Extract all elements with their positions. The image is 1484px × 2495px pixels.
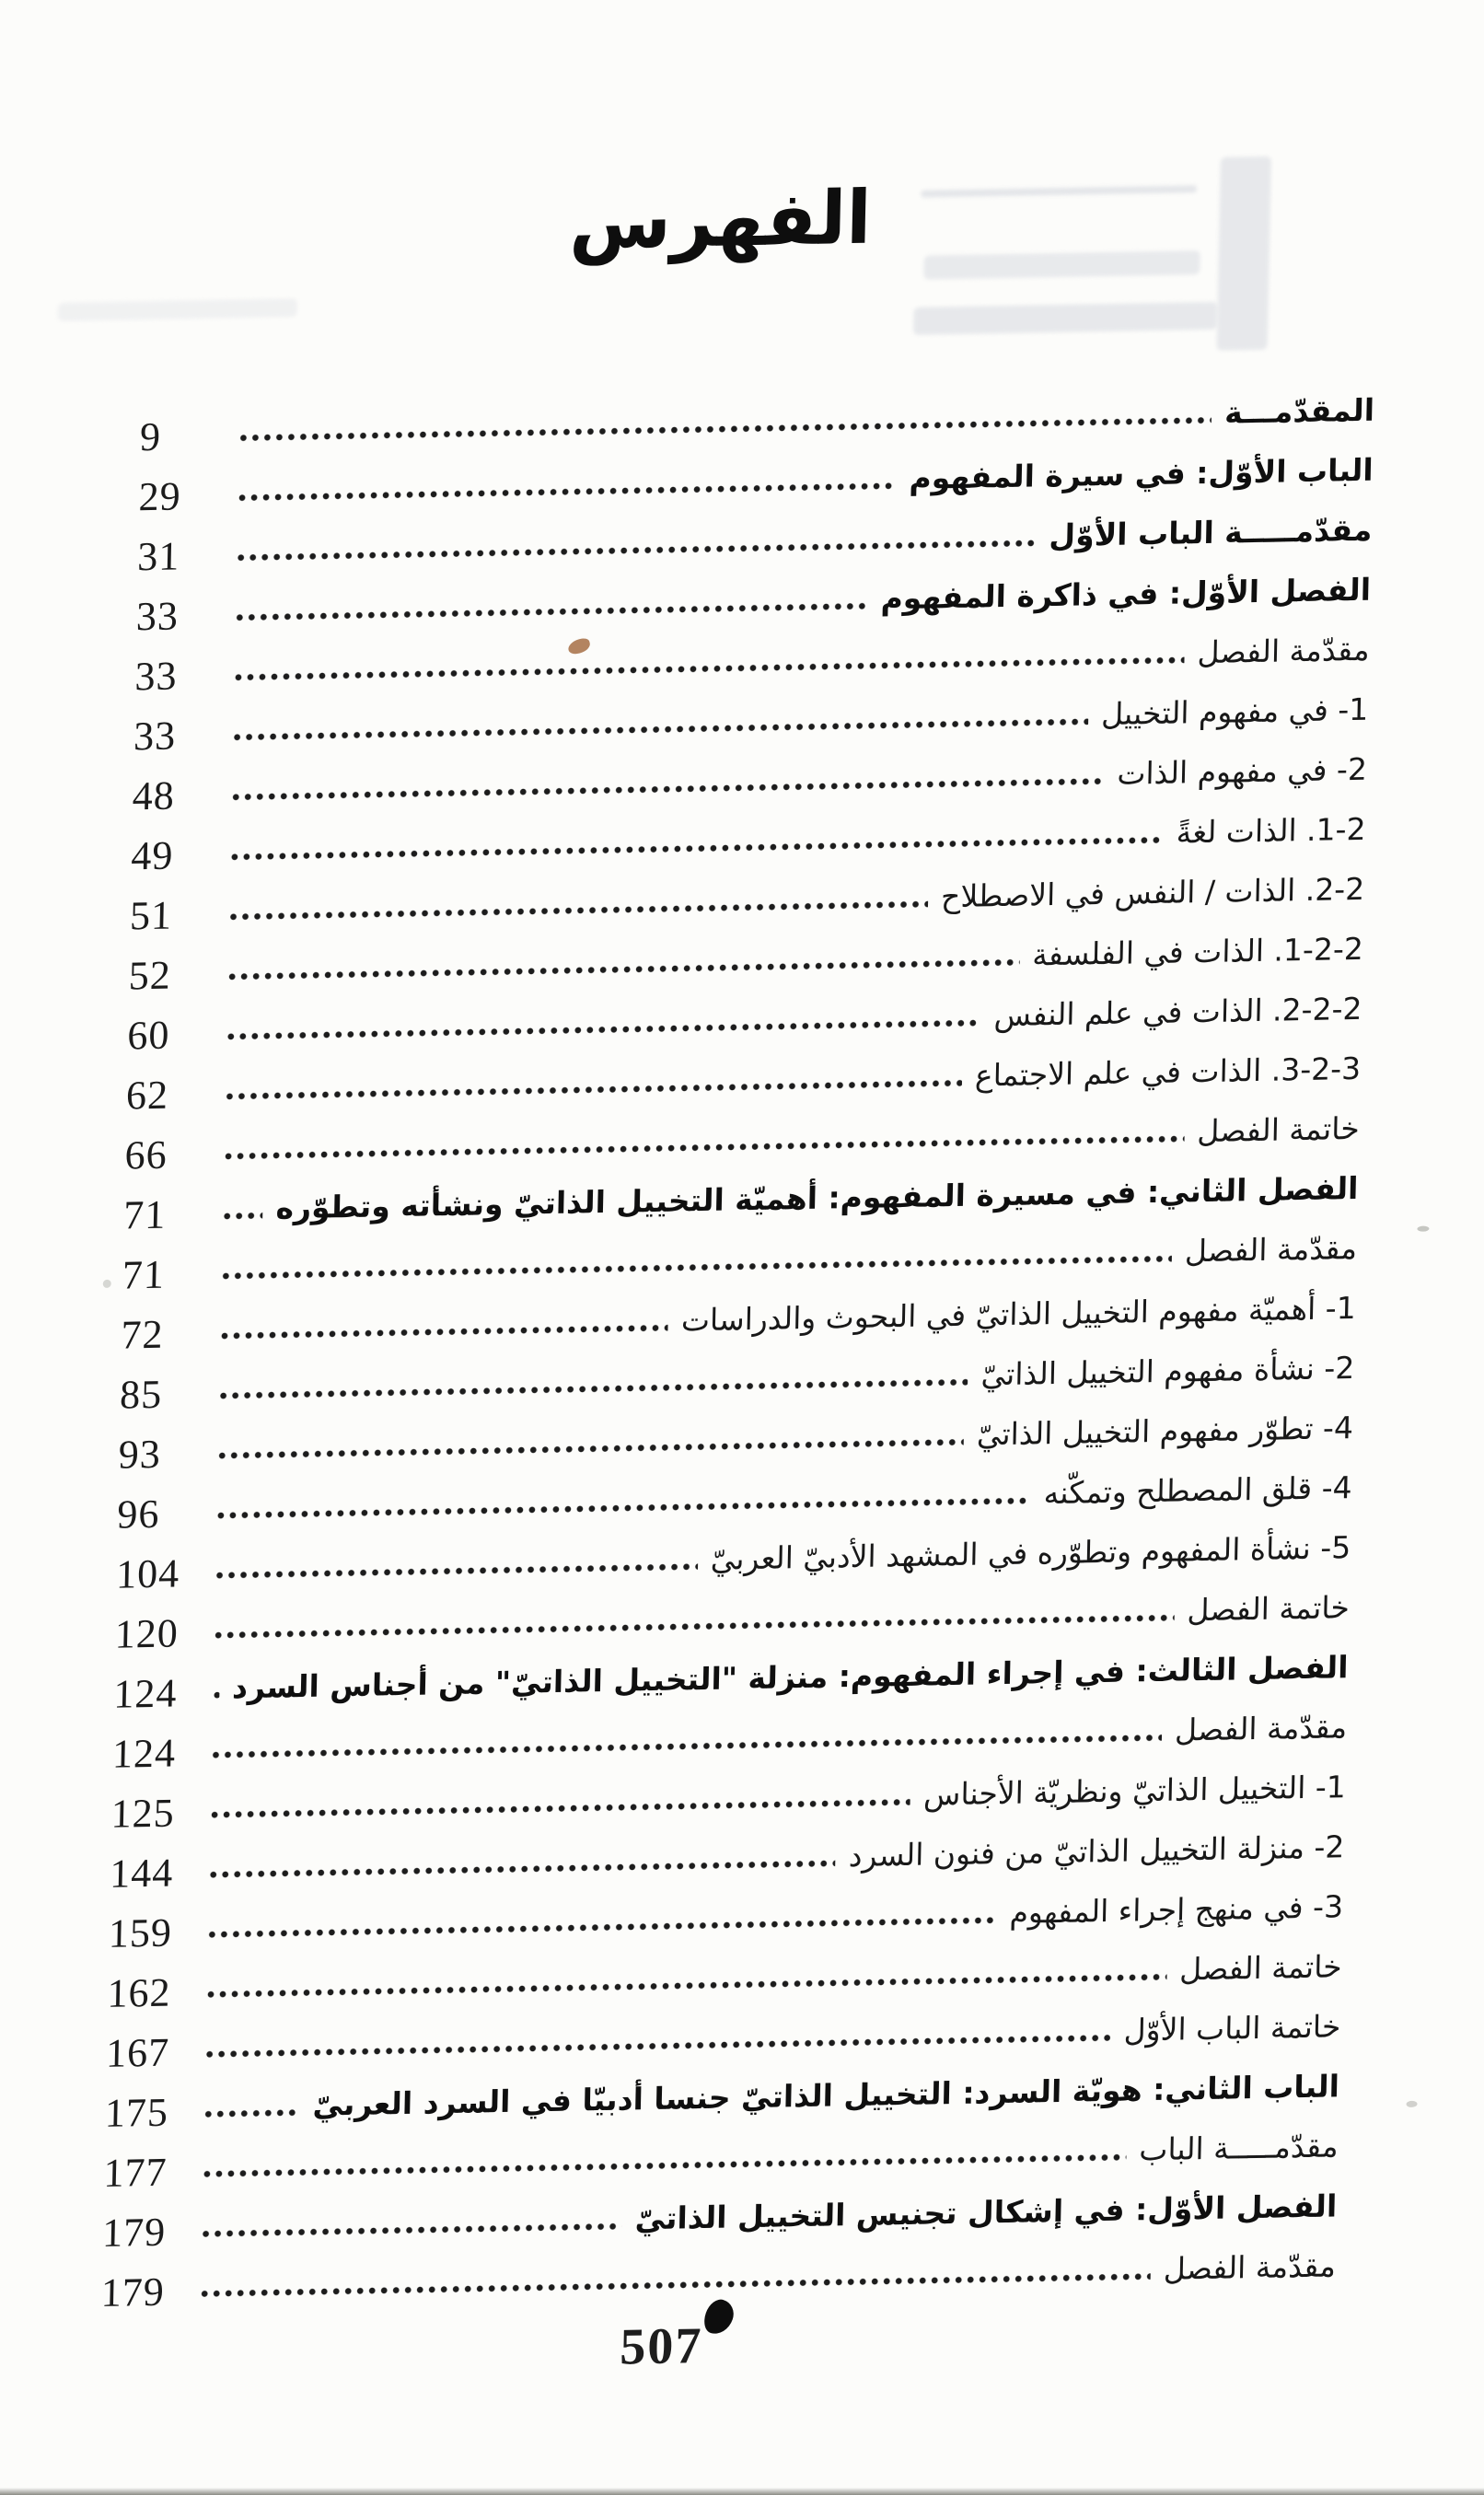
toc-entry-title: خاتمة الفصل [1178,1948,1343,1988]
toc-entry-title: 3-2-3. الذات في علم الاجتماع [974,1050,1362,1094]
toc-entry-title: الفصل الثالث: في إجراء المفهوم: منزلة "التخييل الذاتيّ" من أجناس السرد [231,1649,1349,1706]
toc-entry-page-number: 48 [132,772,176,819]
dotted-leader [221,1212,262,1221]
toc-entry-title: مقدّمة الفصل [1174,1709,1348,1748]
toc-entry-title: 1- في مفهوم التخييل [1100,690,1369,733]
toc-entry-title: 5- نشأة المفهوم وتطوّره في المشهد الأدبيّ العربيّ [710,1529,1351,1577]
scan-speck [1406,2101,1417,2107]
toc-entry-page-number: 33 [134,653,179,700]
dotted-leader [203,2108,300,2118]
dotted-leader [200,2222,622,2238]
toc-entry-page-number: 162 [107,1969,172,2016]
toc-entry-page-number: 33 [135,593,180,640]
toc-entry-page-number: 177 [102,2149,168,2196]
toc-entry-title: الباب الأوّل: في سيرة المفهوم [909,451,1374,497]
toc-entry-page-number: 9 [139,413,162,460]
toc-entry-page-number: 66 [124,1131,168,1178]
page-footer-number: 507 [619,2316,703,2376]
toc-entry-title: 1-2. الذات لغةً [1176,810,1366,851]
toc-entry-title: مقدّمـــــة الباب [1139,2128,1339,2168]
dotted-leader [199,2272,1151,2298]
dotted-leader [209,1798,911,1819]
toc-entry-title: مقدّمـــــة الباب الأوّل [1049,511,1373,554]
dotted-leader [216,1438,964,1460]
toc-entry-title: الفصل الأوّل: في ذاكرة المفهوم [880,571,1372,617]
toc-entry-title: الفصل الأوّل: في إشكال تجنيس التخييل الذاتيّ [634,2187,1338,2237]
dotted-leader [225,1018,980,1040]
toc-entry-title: 4- قلق المصطلح وتمكّنه [1043,1469,1353,1512]
toc-entry-title: 2- منزلة التخييل الذاتيّ من فنون السرد [848,1828,1345,1874]
toc-entry-page-number: 179 [100,2269,166,2315]
toc-entry-page-number: 124 [111,1730,177,1777]
toc-entry-page-number: 159 [108,1909,173,1956]
dotted-leader [218,1324,667,1340]
toc-entry-page-number: 167 [105,2029,170,2076]
toc-entry-title: مقدّمة الفصل [1163,2247,1337,2287]
toc-entry-page-number: 71 [122,1251,166,1298]
scan-speck [1417,1226,1429,1232]
dotted-leader [214,1562,698,1580]
dotted-leader [211,1691,219,1700]
toc-entry-page-number: 72 [121,1311,165,1358]
dotted-leader [227,900,928,922]
toc-entry-page-number: 52 [128,952,172,999]
dotted-leader [234,602,868,622]
toc-entry-title: 2-2-2. الذات في علم النفس [993,990,1362,1034]
toc-entry-title: 4- تطوّر مفهوم التخييل الذاتيّ [976,1410,1354,1453]
toc-entry-title: 1-2-2. الذات في الفلسفة [1031,930,1364,973]
toc-entry-title: الفصل الثاني: في مسيرة المفهوم: أهميّة التخييل الذاتيّ ونشأته وتطوّره [275,1170,1359,1226]
toc-entry-title: المقدّمـــة [1223,391,1375,431]
scan-speck [103,1280,111,1288]
toc-entry-page-number: 144 [109,1850,174,1897]
toc-entry-title: 3- في منهج إجراء المفهوم [1009,1888,1344,1932]
page-title: الفهرس [568,174,873,266]
toc-entry-title: خاتمة الفصل [1196,1110,1361,1150]
toc-entry-page-number: 33 [133,713,177,760]
toc-entry-page-number: 49 [130,832,174,879]
toc-entry-page-number: 93 [118,1431,162,1478]
toc-entry-page-number: 31 [136,533,180,580]
toc-entry-title: 2- في مفهوم الذات [1117,750,1368,792]
dotted-leader [226,958,1020,981]
toc-entry-title: مقدّمة الفصل [1197,631,1371,671]
toc-entry-title: خاتمة الفصل [1187,1589,1351,1629]
page-edge-shadow [0,2488,1484,2495]
dotted-leader [206,1916,997,1939]
dotted-leader [224,1079,962,1101]
toc-entry-page-number: 104 [115,1550,180,1597]
dotted-leader [217,1378,968,1400]
toc-entry-page-number: 51 [129,892,173,939]
toc-entry-page-number: 175 [104,2089,169,2136]
bleed-through-artifact [58,298,297,321]
toc-entry-page-number: 85 [119,1371,163,1418]
toc-entry-page-number: 120 [114,1610,180,1657]
table-of-contents [100,373,1375,2315]
dotted-leader [236,482,896,502]
toc-entry-title: خاتمة الباب الأوّل [1123,2008,1341,2048]
dotted-leader [230,777,1105,801]
toc-entry-title: 1- أهميّة مفهوم التخييل الذاتيّ في البحوث والدراسات [680,1290,1357,1339]
toc-entry-page-number: 179 [101,2209,167,2256]
dotted-leader [214,1496,1030,1519]
dotted-leader [207,1859,836,1879]
toc-entry-page-number: 96 [116,1491,161,1538]
toc-entry-page-number: 62 [125,1072,169,1119]
toc-entry-page-number: 124 [112,1670,178,1717]
toc-entry-title: الباب الثاني: هويّة السرد: التخييل الذاتيّ جنسا أدبيّا في السرد العربيّ [312,2068,1340,2123]
toc-entry-page-number: 60 [126,1012,170,1059]
toc-entry-title: مقدّمة الفصل [1184,1230,1358,1270]
toc-entry-page-number: 29 [138,473,182,520]
toc-entry-page-number: 71 [122,1191,167,1238]
dotted-leader [231,717,1088,741]
toc-entry-title: 2- نشأة مفهوم التخييل الذاتيّ [980,1350,1355,1393]
toc-entry-page-number: 125 [110,1790,176,1837]
toc-entry-title: 1- التخييل الذاتيّ ونظريّة الأجناس [922,1769,1347,1813]
dotted-leader [235,539,1036,562]
toc-entry-title: 2-2. الذات / النفس في الاصطلاح [940,870,1365,915]
bleed-through-artifact [913,302,1218,335]
